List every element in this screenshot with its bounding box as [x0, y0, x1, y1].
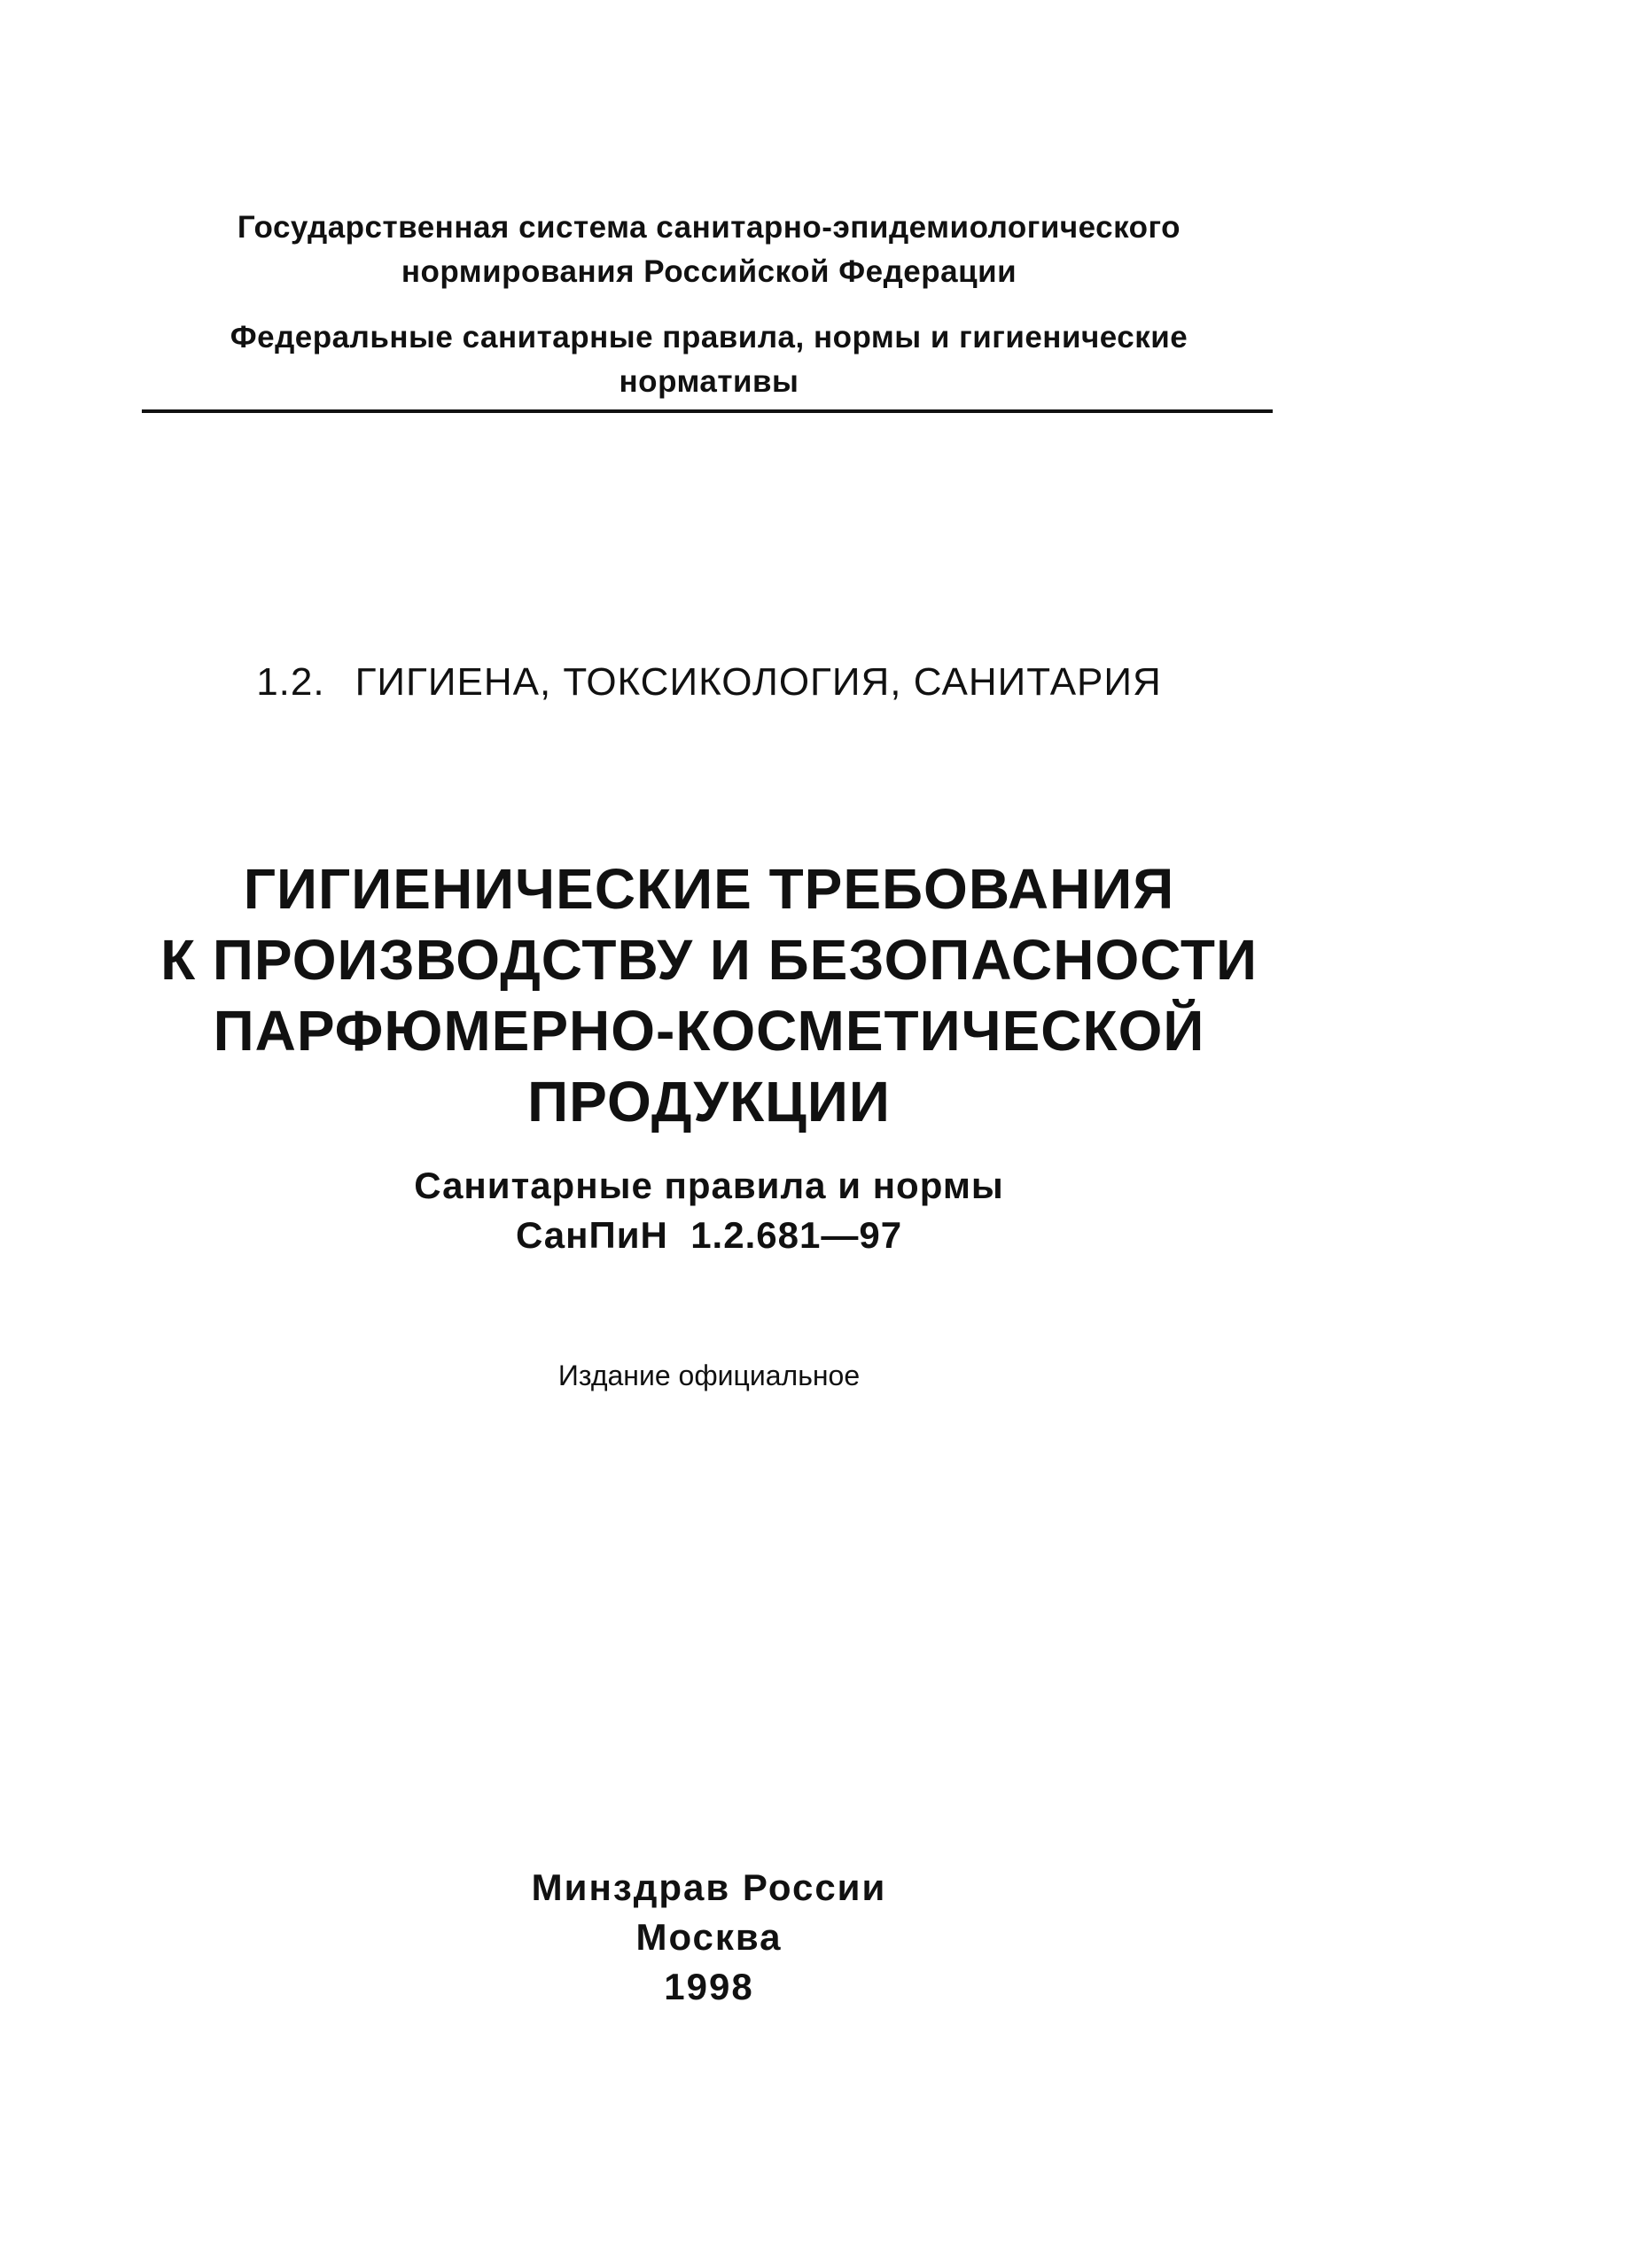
section-heading — [142, 658, 1276, 707]
section-number: 1.2. — [256, 660, 325, 704]
document-title — [142, 853, 1276, 1137]
imprint — [142, 1863, 1276, 2012]
title-line4: ПРОДУКЦИИ — [527, 1070, 891, 1134]
edition-note: Издание официальное — [557, 1360, 861, 1391]
header-system-line2: нормирования Российской Федерации — [401, 254, 1017, 289]
header-system — [142, 206, 1276, 294]
header-rules-line2: нормативы — [619, 364, 799, 399]
document-subtitle — [142, 1161, 1276, 1260]
header-divider — [142, 409, 1273, 413]
header-system-line1: Государственная система санитарно-эпидемиологического — [237, 210, 1181, 245]
imprint-city: Москва — [635, 1916, 783, 1958]
header-rules — [142, 316, 1276, 404]
title-line2: К ПРОИЗВОДСТВУ И БЕЗОПАСНОСТИ — [160, 928, 1258, 992]
section-name: ГИГИЕНА, ТОКСИКОЛОГИЯ, САНИТАРИЯ — [355, 660, 1162, 704]
subtitle-line2: СанПиН 1.2.681—97 — [515, 1214, 903, 1256]
imprint-year: 1998 — [664, 1966, 754, 2007]
title-line1: ГИГИЕНИЧЕСКИЕ ТРЕБОВАНИЯ — [243, 857, 1175, 921]
title-line3: ПАРФЮМЕРНО-КОСМЕТИЧЕСКОЙ — [213, 999, 1205, 1063]
subtitle-line1: Санитарные правила и нормы — [414, 1165, 1004, 1206]
imprint-publisher: Минздрав России — [531, 1866, 887, 1908]
header-rules-line1: Федеральные санитарные правила, нормы и гигиенические — [230, 320, 1188, 355]
